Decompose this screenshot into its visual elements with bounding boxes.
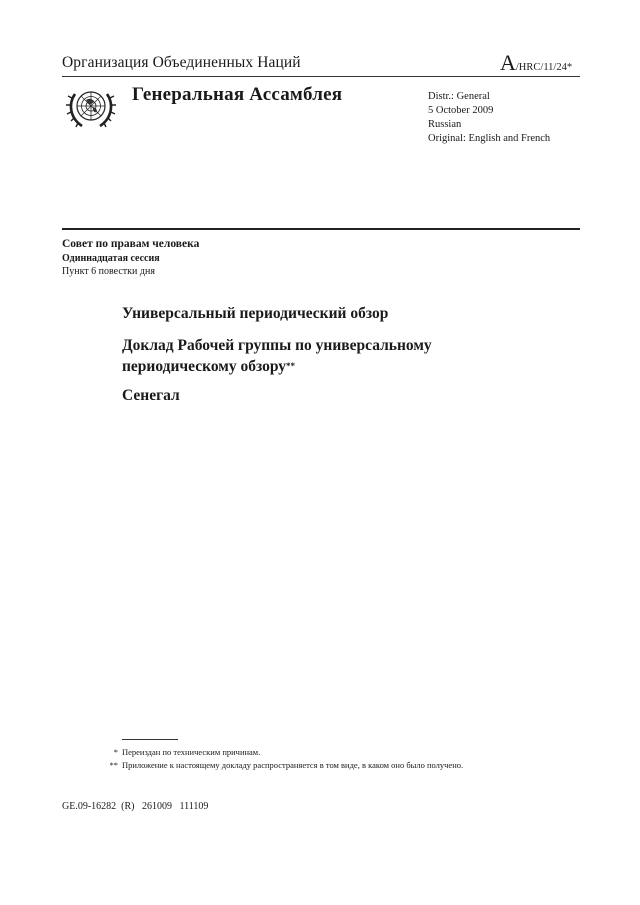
distr-language: Russian (428, 119, 462, 130)
footnote-text: Приложение к настоящему докладу распространяется в том виде, в каком оно было получено. (122, 760, 464, 770)
council-name: Совет по правам человека (62, 238, 200, 250)
document-symbol-letter: A (500, 50, 516, 75)
footnote-mark: ** (109, 760, 118, 770)
document-number: GE.09-16282 (R) 261009 111109 (62, 801, 209, 812)
general-assembly-title: Генеральная Ассамблея (132, 84, 343, 105)
document-symbol-code: /HRC/11/24* (515, 62, 573, 73)
footnote (96, 759, 516, 771)
distr-original: Original: English and French (428, 133, 551, 144)
session-name: Одиннадцатая сессия (62, 253, 160, 264)
footnote-mark: * (113, 747, 118, 757)
distr-line: Distr.: General (428, 91, 490, 102)
footnote (96, 746, 516, 758)
header-rule (62, 76, 580, 77)
section-rule (62, 228, 580, 230)
footnote-text: Переиздан по техническим причинам. (122, 747, 261, 757)
report-title-working-group-text: Доклад Рабочей группы по универсальному периодическому обзору (122, 337, 432, 375)
organization-name: Организация Объединенных Наций (62, 54, 301, 71)
distr-date: 5 October 2009 (428, 105, 494, 116)
footnote-reference: ** (286, 361, 296, 371)
distribution-block (428, 90, 550, 146)
report-title-country: Сенегал (122, 387, 180, 404)
report-title-review: Универсальный периодический обзор (122, 305, 389, 322)
footnote-separator (122, 739, 178, 740)
agenda-item: Пункт 6 повестки дня (62, 266, 155, 277)
report-title-working-group (122, 336, 542, 377)
document-symbol (500, 50, 572, 76)
un-emblem-icon (64, 82, 118, 132)
